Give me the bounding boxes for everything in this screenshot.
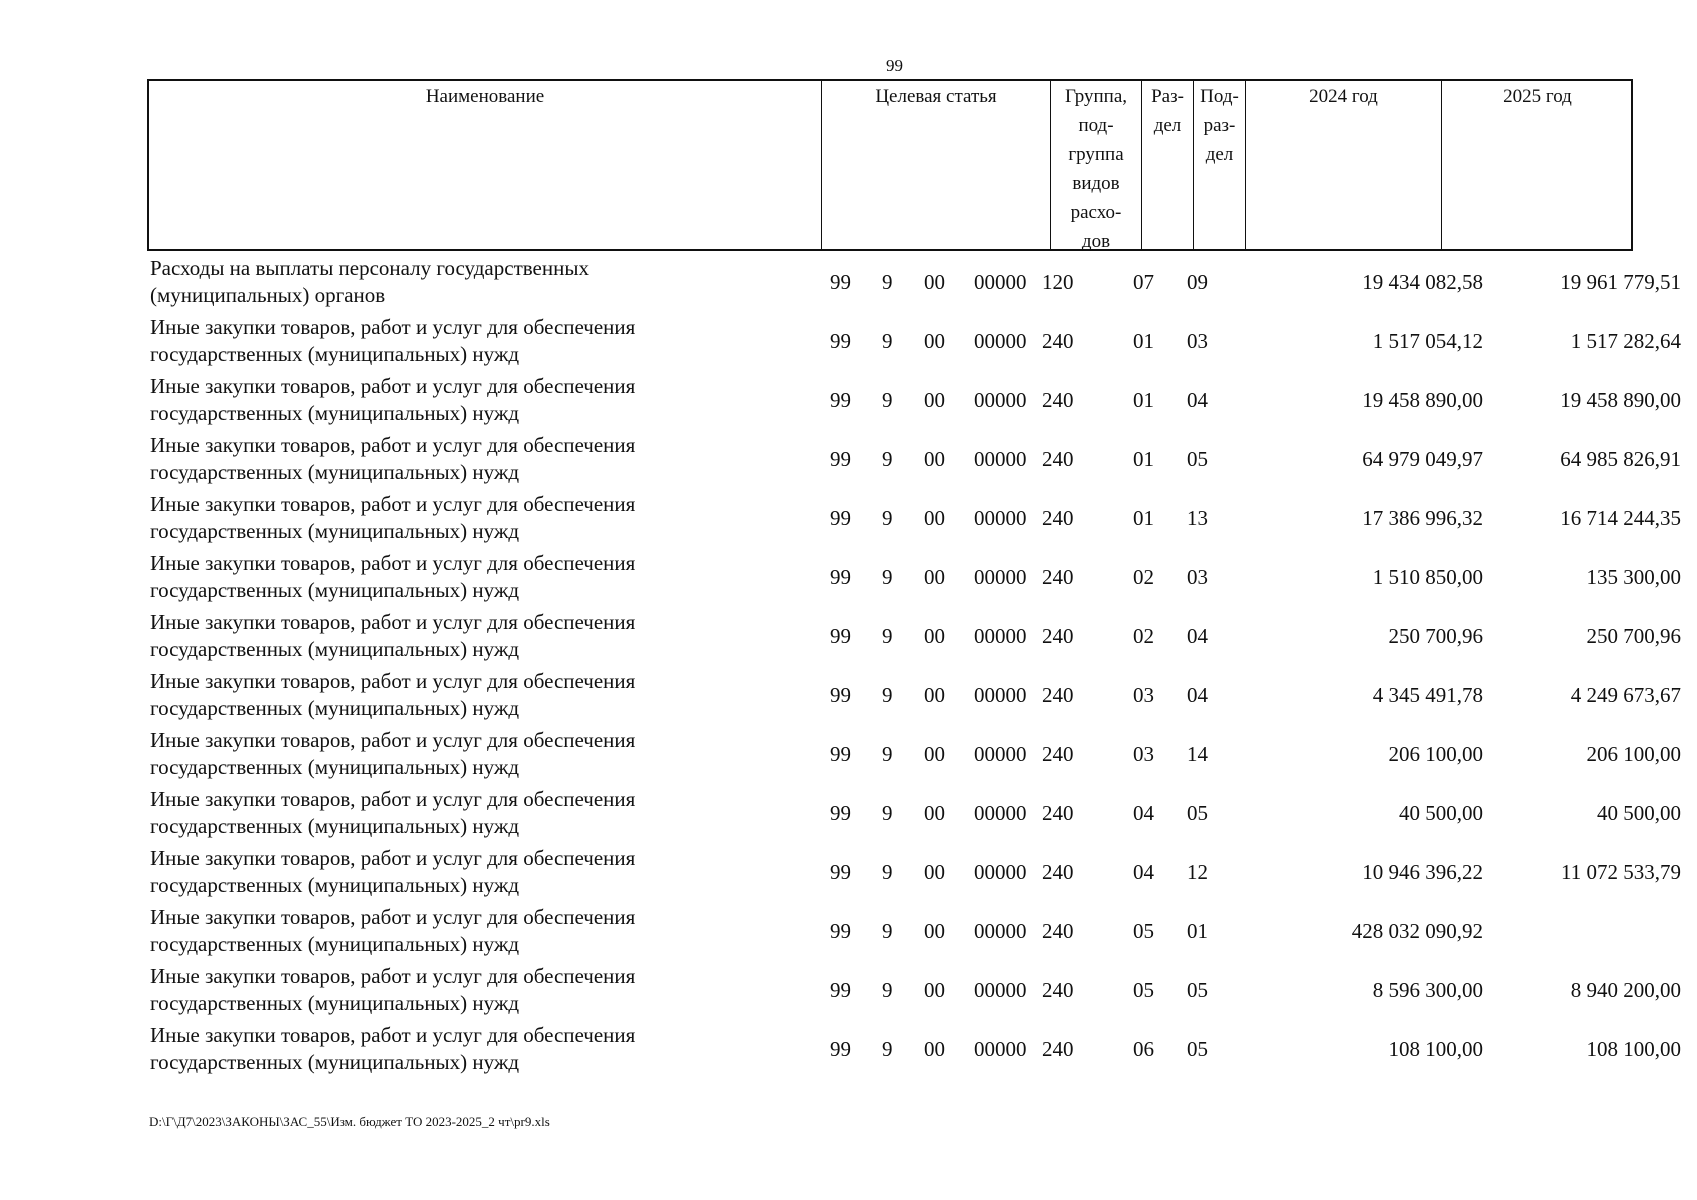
target-part-1: 99 [830,801,851,825]
podrazdel-cell: 03 [1187,329,1208,353]
razdel-cell: 04 [1133,860,1154,884]
podrazdel-cell: 09 [1187,270,1208,294]
razdel-cell: 03 [1133,683,1154,707]
file-path-footer: D:\Г\Д7\2023\ЗАКОНЫ\ЗАС_55\Изм. бюджет ТО 2023-2025_2 чт\pr9.xls [149,1114,550,1129]
table-header [147,79,1633,251]
value-2024-cell: 4 345 491,78 [1372,683,1483,707]
value-2025-cell: 40 500,00 [1597,801,1681,825]
name-line: Иные закупки товаров, работ и услуг для обеспечения [150,846,636,870]
group-cell: 240 [1042,329,1074,353]
name-line: государственных (муниципальных) нужд [150,401,520,425]
name-line: государственных (муниципальных) нужд [150,1050,520,1074]
name-line: государственных (муниципальных) нужд [150,932,520,956]
value-2024-cell: 17 386 996,32 [1362,506,1483,530]
group-cell: 240 [1042,506,1074,530]
podrazdel-cell: 05 [1187,978,1208,1002]
table-row [147,1019,1681,1078]
target-part-4: 00000 [974,919,1027,943]
podrazdel-cell: 13 [1187,506,1208,530]
value-2024-cell: 10 946 396,22 [1362,860,1483,884]
target-part-4: 00000 [974,388,1027,412]
header-target: Целевая статья [822,81,1051,249]
target-part-3: 00 [924,270,945,294]
table-row [147,901,1647,960]
target-part-2: 9 [882,270,893,294]
header-group: Группа, под- группа видов расхо- дов [1051,81,1142,249]
group-cell: 240 [1042,742,1074,766]
value-2024-cell: 206 100,00 [1388,742,1483,766]
target-part-2: 9 [882,506,893,530]
value-2024-cell: 250 700,96 [1388,624,1483,648]
target-part-4: 00000 [974,565,1027,589]
target-part-3: 00 [924,742,945,766]
value-2024-cell: 428 032 090,92 [1351,919,1483,943]
target-part-3: 00 [924,447,945,471]
razdel-cell: 07 [1133,270,1154,294]
podrazdel-cell: 04 [1187,388,1208,412]
group-cell: 240 [1042,683,1074,707]
target-part-1: 99 [830,860,851,884]
name-line: государственных (муниципальных) нужд [150,578,520,602]
name-cell [150,491,810,545]
target-part-4: 00000 [974,506,1027,530]
podrazdel-cell: 12 [1187,860,1208,884]
value-2024-cell: 108 100,00 [1388,1037,1483,1061]
value-2025-cell: 135 300,00 [1586,565,1681,589]
target-part-2: 9 [882,801,893,825]
target-part-1: 99 [830,978,851,1002]
name-cell [150,845,810,899]
name-cell [150,314,810,368]
value-2025-cell: 250 700,96 [1586,624,1681,648]
table-row [147,370,1681,429]
target-part-1: 99 [830,388,851,412]
razdel-cell: 05 [1133,919,1154,943]
target-part-1: 99 [830,565,851,589]
name-line: государственных (муниципальных) нужд [150,460,520,484]
value-2025-cell: 206 100,00 [1586,742,1681,766]
name-cell [150,1022,810,1076]
group-cell: 240 [1042,388,1074,412]
target-part-4: 00000 [974,978,1027,1002]
name-line: Иные закупки товаров, работ и услуг для обеспечения [150,1023,636,1047]
razdel-cell: 04 [1133,801,1154,825]
podrazdel-cell: 04 [1187,624,1208,648]
value-2025-cell: 64 985 826,91 [1560,447,1681,471]
name-line: Иные закупки товаров, работ и услуг для обеспечения [150,610,636,634]
target-part-2: 9 [882,742,893,766]
table-row [147,606,1681,665]
target-part-2: 9 [882,388,893,412]
target-part-2: 9 [882,624,893,648]
name-line: Иные закупки товаров, работ и услуг для обеспечения [150,315,636,339]
value-2025-cell: 8 940 200,00 [1570,978,1681,1002]
name-line: государственных (муниципальных) нужд [150,755,520,779]
name-line: Иные закупки товаров, работ и услуг для обеспечения [150,433,636,457]
name-cell [150,727,810,781]
group-cell: 240 [1042,978,1074,1002]
target-part-2: 9 [882,978,893,1002]
value-2025-cell: 19 458 890,00 [1560,388,1681,412]
name-line: Расходы на выплаты персоналу государственных [150,256,589,280]
value-2024-cell: 40 500,00 [1399,801,1483,825]
razdel-cell: 01 [1133,329,1154,353]
name-line: Иные закупки товаров, работ и услуг для обеспечения [150,964,636,988]
target-part-3: 00 [924,624,945,648]
table-row [147,724,1681,783]
value-2024-cell: 1 510 850,00 [1372,565,1483,589]
podrazdel-cell: 14 [1187,742,1208,766]
name-line: государственных (муниципальных) нужд [150,342,520,366]
target-part-4: 00000 [974,1037,1027,1061]
razdel-cell: 02 [1133,565,1154,589]
target-part-1: 99 [830,447,851,471]
value-2024-cell: 1 517 054,12 [1372,329,1483,353]
value-2025-cell: 4 249 673,67 [1570,683,1681,707]
target-part-2: 9 [882,447,893,471]
group-cell: 240 [1042,624,1074,648]
value-2025-cell: 1 517 282,64 [1570,329,1681,353]
group-cell: 120 [1042,270,1074,294]
table-row [147,252,1681,311]
target-part-3: 00 [924,565,945,589]
target-part-4: 00000 [974,683,1027,707]
target-part-2: 9 [882,565,893,589]
target-part-1: 99 [830,1037,851,1061]
podrazdel-cell: 05 [1187,447,1208,471]
name-line: государственных (муниципальных) нужд [150,519,520,543]
razdel-cell: 01 [1133,388,1154,412]
target-part-2: 9 [882,1037,893,1061]
target-part-2: 9 [882,919,893,943]
target-part-1: 99 [830,270,851,294]
name-line: Иные закупки товаров, работ и услуг для обеспечения [150,905,636,929]
page-number: 99 [886,56,903,75]
target-part-1: 99 [830,683,851,707]
table-row [147,429,1681,488]
table-row [147,665,1681,724]
target-part-2: 9 [882,683,893,707]
razdel-cell: 01 [1133,506,1154,530]
table-row [147,842,1681,901]
target-part-3: 00 [924,1037,945,1061]
target-part-4: 00000 [974,624,1027,648]
name-line: государственных (муниципальных) нужд [150,637,520,661]
name-line: государственных (муниципальных) нужд [150,991,520,1015]
razdel-cell: 03 [1133,742,1154,766]
header-2025: 2025 год [1503,86,1572,107]
name-line: Иные закупки товаров, работ и услуг для обеспечения [150,551,636,575]
table-row [147,783,1681,842]
name-line: (муниципальных) органов [150,283,386,307]
value-2024-cell: 8 596 300,00 [1372,978,1483,1002]
target-part-4: 00000 [974,860,1027,884]
target-part-1: 99 [830,506,851,530]
podrazdel-cell: 05 [1187,801,1208,825]
table-row [147,488,1681,547]
name-cell [150,963,810,1017]
podrazdel-cell: 03 [1187,565,1208,589]
group-cell: 240 [1042,801,1074,825]
razdel-cell: 02 [1133,624,1154,648]
group-cell: 240 [1042,447,1074,471]
value-2025-cell: 19 961 779,51 [1560,270,1681,294]
value-2024-cell: 64 979 049,97 [1362,447,1483,471]
name-cell [150,904,810,958]
razdel-cell: 01 [1133,447,1154,471]
target-part-4: 00000 [974,270,1027,294]
group-cell: 240 [1042,565,1074,589]
target-part-1: 99 [830,624,851,648]
value-2025-cell: 16 714 244,35 [1560,506,1681,530]
podrazdel-cell: 05 [1187,1037,1208,1061]
group-cell: 240 [1042,860,1074,884]
target-part-4: 00000 [974,801,1027,825]
name-line: государственных (муниципальных) нужд [150,814,520,838]
target-part-2: 9 [882,860,893,884]
name-line: Иные закупки товаров, работ и услуг для обеспечения [150,374,636,398]
header-podrazdel: Под- раз- дел [1194,81,1246,249]
value-2024-cell: 19 458 890,00 [1362,388,1483,412]
value-2025-cell: 11 072 533,79 [1561,860,1681,884]
target-part-4: 00000 [974,329,1027,353]
target-part-1: 99 [830,329,851,353]
target-part-2: 9 [882,329,893,353]
name-line: Иные закупки товаров, работ и услуг для обеспечения [150,492,636,516]
target-part-1: 99 [830,919,851,943]
name-cell [150,255,810,309]
target-part-4: 00000 [974,742,1027,766]
target-part-3: 00 [924,683,945,707]
name-line: Иные закупки товаров, работ и услуг для обеспечения [150,728,636,752]
target-part-1: 99 [830,742,851,766]
target-part-3: 00 [924,860,945,884]
target-part-3: 00 [924,801,945,825]
razdel-cell: 06 [1133,1037,1154,1061]
name-line: государственных (муниципальных) нужд [150,696,520,720]
header-name: Наименование [149,81,822,249]
name-line: Иные закупки товаров, работ и услуг для обеспечения [150,787,636,811]
value-2024-cell: 19 434 082,58 [1362,270,1483,294]
name-cell [150,373,810,427]
target-part-4: 00000 [974,447,1027,471]
target-part-3: 00 [924,329,945,353]
target-part-3: 00 [924,506,945,530]
name-line: Иные закупки товаров, работ и услуг для обеспечения [150,669,636,693]
target-part-3: 00 [924,388,945,412]
table-row [147,547,1681,606]
name-cell [150,550,810,604]
target-part-3: 00 [924,978,945,1002]
header-razdel: Раз- дел [1142,81,1194,249]
table-row [147,960,1681,1019]
target-part-3: 00 [924,919,945,943]
name-cell [150,668,810,722]
value-2025-cell: 108 100,00 [1586,1037,1681,1061]
name-cell [150,432,810,486]
razdel-cell: 05 [1133,978,1154,1002]
header-2024: 2024 год [1246,81,1442,249]
group-cell: 240 [1042,919,1074,943]
name-cell [150,786,810,840]
group-cell: 240 [1042,1037,1074,1061]
table-row [147,311,1681,370]
podrazdel-cell: 01 [1187,919,1208,943]
name-line: государственных (муниципальных) нужд [150,873,520,897]
name-cell [150,609,810,663]
podrazdel-cell: 04 [1187,683,1208,707]
